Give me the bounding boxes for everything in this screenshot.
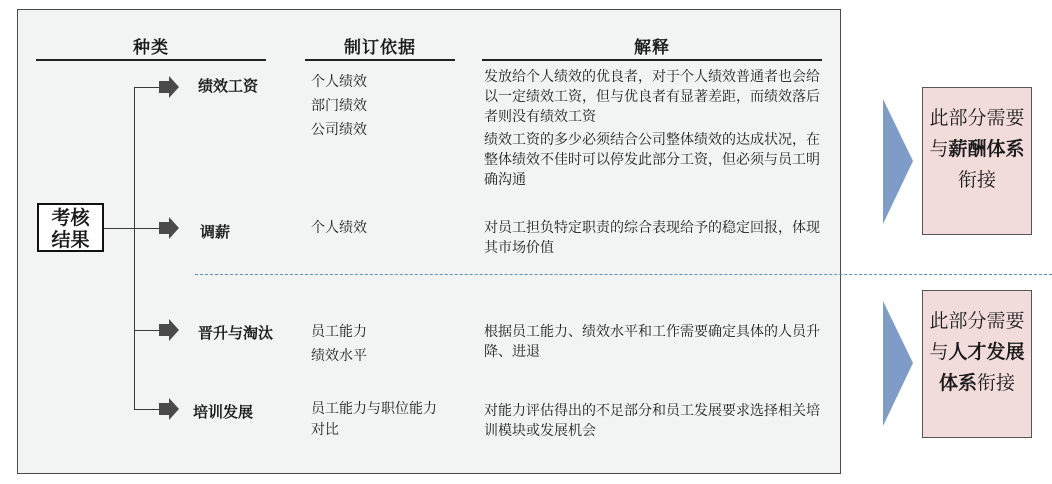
header-basis: 制订依据	[344, 38, 416, 58]
result-connector	[104, 228, 134, 229]
header-explain: 解释	[634, 38, 670, 58]
result-line-2: 结果	[51, 229, 90, 251]
branch-trunk	[134, 87, 135, 409]
arrow-icon-1	[159, 76, 179, 98]
link-box-bold: 薪酬体系	[948, 138, 1025, 160]
category-training: 培训发展	[193, 403, 254, 421]
basis-item: 个人绩效	[311, 220, 367, 236]
desc-bonus-1: 发放给个人绩效的优良者，对于个人绩效普通者也会给以一定绩效工资，但与优良者有显著差距，而绩效落后者则没有绩效工资	[484, 69, 820, 125]
link-box-talent	[922, 290, 1032, 438]
basis-promotion	[311, 320, 367, 368]
desc-training: 对能力评估得出的不足部分和员工发展要求选择相关培训模块或发展机会	[484, 403, 820, 439]
basis-raise	[311, 216, 367, 240]
desc-bonus-2: 绩效工资的多少必须结合公司整体绩效的达成状况，在整体绩效不佳时可以停发此部分工资，但必须与员工明确沟通	[484, 132, 820, 188]
category-bonus: 绩效工资	[198, 77, 259, 95]
arrow-icon-2	[159, 217, 179, 239]
branch-line-4	[134, 409, 160, 410]
header-type: 种类	[133, 38, 169, 58]
result-line-1: 考核	[51, 207, 90, 229]
basis-item: 员工能力与职位能力对比	[311, 401, 437, 438]
link-box-text: 衔接	[977, 372, 1016, 394]
basis-training	[311, 399, 446, 441]
category-promotion: 晋升与淘汰	[198, 324, 274, 342]
section-divider	[195, 274, 1052, 275]
basis-item: 部门绩效	[311, 98, 367, 114]
link-box-text: 衔接	[957, 169, 996, 191]
category-raise: 调薪	[200, 223, 231, 241]
basis-bonus	[311, 70, 367, 142]
branch-line-2	[134, 228, 160, 229]
basis-item: 个人绩效	[311, 74, 367, 90]
basis-item: 员工能力	[311, 324, 367, 340]
arrow-icon-4	[159, 398, 179, 420]
branch-line-3	[134, 330, 160, 331]
link-box-bold: 人才发展体系	[938, 341, 1025, 394]
basis-item: 公司绩效	[311, 122, 367, 138]
right-arrow-icon-2	[883, 301, 913, 426]
desc-promotion: 根据员工能力、绩效水平和工作需要确定具体的人员升降、进退	[484, 324, 820, 360]
desc-raise: 对员工担负特定职责的综合表现给予的稳定回报，体现其市场价值	[484, 220, 820, 256]
right-arrow-icon-1	[883, 99, 913, 224]
header-underline-explain	[482, 59, 822, 61]
link-box-text: 此部分需要与	[929, 310, 1025, 363]
header-underline-basis	[305, 59, 455, 61]
header-underline-type	[36, 59, 266, 61]
basis-item: 绩效水平	[311, 348, 367, 364]
link-box-text: 此部分需要与	[929, 107, 1025, 160]
branch-line-1	[134, 87, 160, 88]
arrow-icon-3	[159, 319, 179, 341]
link-box-salary	[922, 87, 1032, 235]
result-box	[37, 203, 104, 252]
